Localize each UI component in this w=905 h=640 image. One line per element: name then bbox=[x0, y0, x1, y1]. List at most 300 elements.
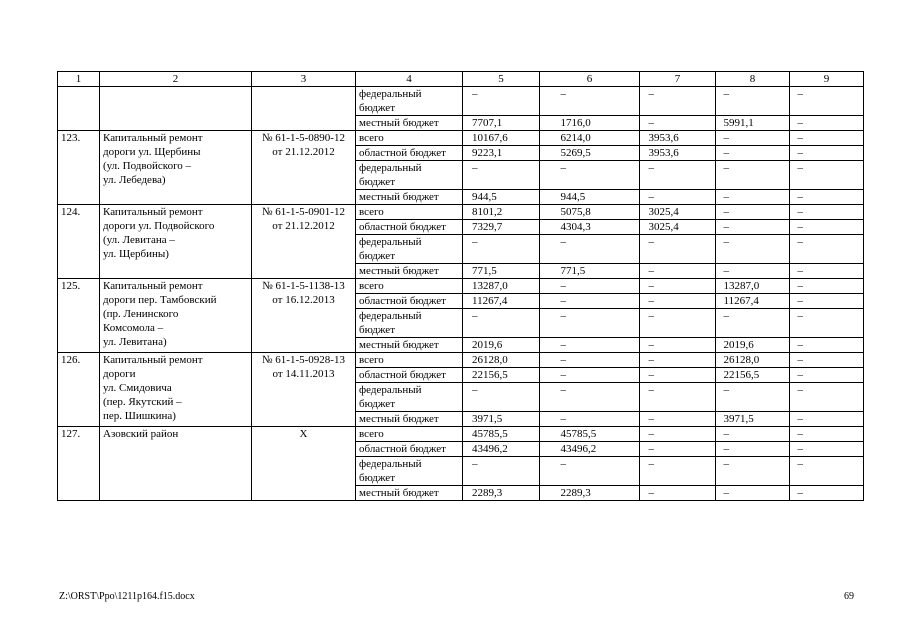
value: – bbox=[797, 413, 803, 425]
value-cell bbox=[640, 442, 716, 457]
value-cell bbox=[540, 87, 640, 116]
value-cell bbox=[540, 146, 640, 161]
value-cell bbox=[463, 161, 540, 190]
value-cell bbox=[790, 279, 864, 294]
value: – bbox=[648, 88, 654, 100]
value-cell bbox=[716, 309, 790, 338]
item-document bbox=[252, 353, 356, 427]
value-cell bbox=[540, 338, 640, 353]
budget-type: федеральный бюджет bbox=[356, 457, 463, 486]
value-cell bbox=[463, 220, 540, 235]
value-cell bbox=[790, 383, 864, 412]
value: – bbox=[797, 443, 803, 455]
value: – bbox=[723, 458, 729, 470]
value: 3971,5 bbox=[723, 413, 754, 425]
value: – bbox=[723, 221, 729, 233]
name-line: пер. Шишкина) bbox=[103, 410, 176, 422]
value-cell bbox=[463, 131, 540, 146]
value-cell bbox=[716, 190, 790, 205]
value: – bbox=[797, 221, 803, 233]
value: – bbox=[648, 413, 654, 425]
value-cell bbox=[640, 353, 716, 368]
doc-line: № 61-1-5-0890-12 bbox=[262, 132, 345, 144]
value-cell bbox=[716, 338, 790, 353]
value: – bbox=[648, 295, 654, 307]
value: – bbox=[648, 428, 654, 440]
col-header: 4 bbox=[356, 72, 463, 87]
budget-type: федеральный бюджет bbox=[356, 87, 463, 116]
value-cell bbox=[716, 279, 790, 294]
value: – bbox=[797, 191, 803, 203]
header-row bbox=[58, 72, 864, 87]
value-cell bbox=[716, 486, 790, 501]
value: – bbox=[472, 310, 478, 322]
table-row bbox=[58, 279, 864, 294]
value-cell bbox=[790, 205, 864, 220]
budget-type: местный бюджет bbox=[356, 338, 463, 353]
value: – bbox=[723, 132, 729, 144]
table-row bbox=[58, 131, 864, 146]
value: – bbox=[723, 162, 729, 174]
budget-type: областной бюджет bbox=[356, 146, 463, 161]
table-row bbox=[58, 87, 864, 116]
table-row bbox=[58, 353, 864, 368]
doc-line: от 16.12.2013 bbox=[272, 294, 335, 306]
value: – bbox=[797, 147, 803, 159]
value: – bbox=[797, 162, 803, 174]
value-cell bbox=[540, 294, 640, 309]
col-header: 5 bbox=[463, 72, 540, 87]
item-number: 123. bbox=[58, 131, 100, 205]
value-cell bbox=[790, 220, 864, 235]
value: – bbox=[472, 88, 478, 100]
budget-type: областной бюджет bbox=[356, 220, 463, 235]
budget-type: всего bbox=[356, 205, 463, 220]
budget-type: всего bbox=[356, 279, 463, 294]
value: 8101,2 bbox=[472, 206, 503, 218]
value: – bbox=[723, 147, 729, 159]
value: – bbox=[560, 310, 566, 322]
value: – bbox=[797, 354, 803, 366]
value: 2289,3 bbox=[472, 487, 503, 499]
value-cell bbox=[790, 235, 864, 264]
budget-type: областной бюджет bbox=[356, 442, 463, 457]
budget-type: местный бюджет bbox=[356, 412, 463, 427]
budget-type: всего bbox=[356, 131, 463, 146]
name-line: Капитальный ремонт bbox=[103, 280, 203, 292]
value: 11267,4 bbox=[723, 295, 759, 307]
value-cell bbox=[790, 457, 864, 486]
doc-line: Х bbox=[299, 428, 308, 440]
value: – bbox=[648, 487, 654, 499]
value: 2019,6 bbox=[723, 339, 754, 351]
name-line: Капитальный ремонт bbox=[103, 132, 203, 144]
value-cell bbox=[463, 412, 540, 427]
name-line: ул. Щербины) bbox=[103, 248, 169, 260]
value-cell bbox=[540, 279, 640, 294]
name-line: (пер. Якутский – bbox=[103, 396, 182, 408]
item-document bbox=[252, 205, 356, 279]
value: – bbox=[797, 132, 803, 144]
value-cell bbox=[463, 486, 540, 501]
value: – bbox=[797, 310, 803, 322]
item-number: 124. bbox=[58, 205, 100, 279]
value: – bbox=[648, 236, 654, 248]
value: 3971,5 bbox=[472, 413, 503, 425]
value-cell bbox=[790, 338, 864, 353]
value-cell bbox=[790, 294, 864, 309]
value-cell bbox=[790, 427, 864, 442]
name-line: ул. Смидовича bbox=[103, 382, 172, 394]
value: – bbox=[723, 206, 729, 218]
table-row bbox=[58, 427, 864, 442]
value: 22156,5 bbox=[723, 369, 760, 381]
value: – bbox=[648, 162, 654, 174]
value-cell bbox=[640, 383, 716, 412]
doc-line: от 21.12.2012 bbox=[272, 146, 335, 158]
value: – bbox=[723, 310, 729, 322]
item-name bbox=[100, 427, 252, 501]
value-cell bbox=[790, 368, 864, 383]
value: – bbox=[648, 117, 654, 129]
value-cell bbox=[716, 146, 790, 161]
value: – bbox=[560, 162, 566, 174]
value-cell bbox=[540, 486, 640, 501]
value-cell bbox=[716, 383, 790, 412]
budget-type: федеральный бюджет bbox=[356, 235, 463, 264]
value-cell bbox=[640, 427, 716, 442]
value: 771,5 bbox=[472, 265, 497, 277]
value-cell bbox=[640, 116, 716, 131]
item-name bbox=[100, 353, 252, 427]
value-cell bbox=[540, 264, 640, 279]
value-cell bbox=[716, 353, 790, 368]
value: – bbox=[723, 236, 729, 248]
value-cell bbox=[463, 264, 540, 279]
value-cell bbox=[640, 294, 716, 309]
value: – bbox=[560, 236, 566, 248]
value-cell bbox=[463, 205, 540, 220]
value-cell bbox=[640, 146, 716, 161]
value-cell bbox=[540, 412, 640, 427]
value: – bbox=[560, 458, 566, 470]
value: – bbox=[648, 458, 654, 470]
value-cell bbox=[790, 264, 864, 279]
value-cell bbox=[716, 457, 790, 486]
col-header: 1 bbox=[58, 72, 100, 87]
value: 22156,5 bbox=[472, 369, 508, 381]
value: – bbox=[797, 295, 803, 307]
value: – bbox=[648, 384, 654, 396]
value: – bbox=[560, 369, 566, 381]
value-cell bbox=[790, 309, 864, 338]
value-cell bbox=[640, 338, 716, 353]
value-cell bbox=[463, 279, 540, 294]
value: – bbox=[648, 265, 654, 277]
value: 13287,0 bbox=[723, 280, 760, 292]
file-path: Z:\ORST\Ppo\1211p164.f15.docx bbox=[59, 591, 195, 602]
budget-type: всего bbox=[356, 427, 463, 442]
doc-line: от 14.11.2013 bbox=[272, 368, 335, 380]
item-document bbox=[252, 131, 356, 205]
value: 3025,4 bbox=[648, 206, 679, 218]
budget-type: областной бюджет bbox=[356, 294, 463, 309]
value-cell bbox=[790, 87, 864, 116]
item-document bbox=[252, 427, 356, 501]
value: 45785,5 bbox=[560, 428, 597, 440]
value-cell bbox=[463, 442, 540, 457]
value-cell bbox=[540, 205, 640, 220]
value-cell bbox=[716, 412, 790, 427]
continuation-doc bbox=[252, 87, 356, 131]
table-row bbox=[58, 205, 864, 220]
budget-type: всего bbox=[356, 353, 463, 368]
value: – bbox=[648, 339, 654, 351]
value: 43496,2 bbox=[560, 443, 597, 455]
value-cell bbox=[790, 190, 864, 205]
value-cell bbox=[716, 220, 790, 235]
value: – bbox=[797, 339, 803, 351]
value: – bbox=[723, 428, 729, 440]
value-cell bbox=[540, 427, 640, 442]
value-cell bbox=[540, 116, 640, 131]
value-cell bbox=[463, 235, 540, 264]
value-cell bbox=[640, 205, 716, 220]
budget-type: федеральный бюджет bbox=[356, 161, 463, 190]
value-cell bbox=[640, 486, 716, 501]
item-number: 127. bbox=[58, 427, 100, 501]
value-cell bbox=[540, 220, 640, 235]
value: 2289,3 bbox=[560, 487, 591, 499]
value-cell bbox=[463, 338, 540, 353]
value: – bbox=[648, 191, 654, 203]
value: 5075,8 bbox=[560, 206, 591, 218]
item-number: 126. bbox=[58, 353, 100, 427]
value: – bbox=[797, 206, 803, 218]
value-cell bbox=[540, 353, 640, 368]
name-line: Азовский район bbox=[103, 428, 179, 440]
value-cell bbox=[640, 190, 716, 205]
budget-table bbox=[57, 71, 864, 501]
value-cell bbox=[640, 457, 716, 486]
name-line: дороги ул. Подвойского bbox=[103, 220, 215, 232]
value: 45785,5 bbox=[472, 428, 508, 440]
value-cell bbox=[790, 412, 864, 427]
value-cell bbox=[716, 131, 790, 146]
value-cell bbox=[716, 205, 790, 220]
value-cell bbox=[790, 116, 864, 131]
budget-type: местный бюджет bbox=[356, 486, 463, 501]
col-header: 6 bbox=[540, 72, 640, 87]
name-line: Капитальный ремонт bbox=[103, 206, 203, 218]
value-cell bbox=[716, 294, 790, 309]
doc-line: от 21.12.2012 bbox=[272, 220, 335, 232]
value: – bbox=[797, 88, 803, 100]
name-line: (ул. Левитана – bbox=[103, 234, 175, 246]
value: – bbox=[560, 354, 566, 366]
value-cell bbox=[463, 427, 540, 442]
value: 1716,0 bbox=[560, 117, 591, 129]
budget-type: местный бюджет bbox=[356, 116, 463, 131]
budget-type: федеральный бюджет bbox=[356, 383, 463, 412]
value: – bbox=[472, 162, 478, 174]
value-cell bbox=[640, 368, 716, 383]
col-header: 3 bbox=[252, 72, 356, 87]
value-cell bbox=[640, 264, 716, 279]
value: 43496,2 bbox=[472, 443, 508, 455]
value: – bbox=[472, 236, 478, 248]
value: – bbox=[648, 354, 654, 366]
value-cell bbox=[716, 442, 790, 457]
value-cell bbox=[640, 87, 716, 116]
doc-line: № 61-1-5-1138-13 bbox=[262, 280, 345, 292]
value: 11267,4 bbox=[472, 295, 508, 307]
value-cell bbox=[716, 161, 790, 190]
value: – bbox=[472, 458, 478, 470]
item-document bbox=[252, 279, 356, 353]
value-cell bbox=[716, 264, 790, 279]
value-cell bbox=[716, 368, 790, 383]
budget-type: федеральный бюджет bbox=[356, 309, 463, 338]
value-cell bbox=[640, 235, 716, 264]
value: 6214,0 bbox=[560, 132, 591, 144]
value: 9223,1 bbox=[472, 147, 503, 159]
value-cell bbox=[640, 220, 716, 235]
value-cell bbox=[540, 235, 640, 264]
value: – bbox=[560, 280, 566, 292]
value: 26128,0 bbox=[723, 354, 760, 366]
value: 26128,0 bbox=[472, 354, 508, 366]
value: – bbox=[797, 487, 803, 499]
doc-line: № 61-1-5-0901-12 bbox=[262, 206, 345, 218]
value: – bbox=[797, 369, 803, 381]
value-cell bbox=[540, 457, 640, 486]
value-cell bbox=[540, 161, 640, 190]
value-cell bbox=[540, 368, 640, 383]
col-header: 9 bbox=[790, 72, 864, 87]
value: – bbox=[560, 339, 566, 351]
value-cell bbox=[540, 309, 640, 338]
name-line: (пр. Ленинского bbox=[103, 308, 179, 320]
budget-type: местный бюджет bbox=[356, 264, 463, 279]
value: – bbox=[472, 384, 478, 396]
value-cell bbox=[463, 87, 540, 116]
value-cell bbox=[540, 442, 640, 457]
value: – bbox=[648, 280, 654, 292]
value: – bbox=[648, 310, 654, 322]
value: – bbox=[797, 265, 803, 277]
value-cell bbox=[640, 279, 716, 294]
budget-type: местный бюджет bbox=[356, 190, 463, 205]
value: 7707,1 bbox=[472, 117, 503, 129]
value-cell bbox=[790, 442, 864, 457]
value-cell bbox=[716, 427, 790, 442]
name-line: дороги bbox=[103, 368, 136, 380]
value: – bbox=[723, 443, 729, 455]
value: 944,5 bbox=[560, 191, 586, 203]
value-cell bbox=[790, 353, 864, 368]
value-cell bbox=[463, 309, 540, 338]
doc-line: № 61-1-5-0928-13 bbox=[262, 354, 345, 366]
value-cell bbox=[463, 383, 540, 412]
value-cell bbox=[790, 161, 864, 190]
item-name bbox=[100, 279, 252, 353]
item-number: 125. bbox=[58, 279, 100, 353]
value: – bbox=[560, 384, 566, 396]
value: – bbox=[797, 117, 803, 129]
value: 2019,6 bbox=[472, 339, 503, 351]
value-cell bbox=[716, 116, 790, 131]
value: – bbox=[723, 88, 729, 100]
value: 7329,7 bbox=[472, 221, 503, 233]
value-cell bbox=[716, 235, 790, 264]
value: – bbox=[797, 236, 803, 248]
value-cell bbox=[540, 131, 640, 146]
value: – bbox=[723, 265, 729, 277]
value: – bbox=[797, 458, 803, 470]
value: 5269,5 bbox=[560, 147, 591, 159]
value: – bbox=[560, 88, 566, 100]
value-cell bbox=[790, 486, 864, 501]
value: – bbox=[797, 428, 803, 440]
value-cell bbox=[790, 131, 864, 146]
value-cell bbox=[640, 161, 716, 190]
name-line: Капитальный ремонт bbox=[103, 354, 203, 366]
col-header: 8 bbox=[716, 72, 790, 87]
value: – bbox=[648, 443, 654, 455]
value: – bbox=[560, 295, 566, 307]
col-header: 2 bbox=[100, 72, 252, 87]
value-cell bbox=[463, 294, 540, 309]
value-cell bbox=[540, 190, 640, 205]
value: – bbox=[797, 384, 803, 396]
value-cell bbox=[790, 146, 864, 161]
value: 10167,6 bbox=[472, 132, 508, 144]
value: – bbox=[560, 413, 566, 425]
value: 3025,4 bbox=[648, 221, 679, 233]
value-cell bbox=[463, 116, 540, 131]
value-cell bbox=[640, 412, 716, 427]
name-line: дороги ул. Щербины bbox=[103, 146, 201, 158]
continuation-num bbox=[58, 87, 100, 131]
name-line: ул. Левитана) bbox=[103, 336, 167, 348]
name-line: Комсомола – bbox=[103, 322, 164, 334]
name-line: ул. Лебедева) bbox=[103, 174, 166, 186]
name-line: дороги пер. Тамбовский bbox=[103, 294, 217, 306]
value: 944,5 bbox=[472, 191, 497, 203]
value-cell bbox=[463, 146, 540, 161]
value: – bbox=[723, 191, 729, 203]
value-cell bbox=[463, 353, 540, 368]
value: 5991,1 bbox=[723, 117, 754, 129]
value-cell bbox=[463, 368, 540, 383]
budget-type: областной бюджет bbox=[356, 368, 463, 383]
value-cell bbox=[463, 190, 540, 205]
value-cell bbox=[463, 457, 540, 486]
item-name bbox=[100, 131, 252, 205]
value: – bbox=[648, 369, 654, 381]
value: 4304,3 bbox=[560, 221, 591, 233]
value: 771,5 bbox=[560, 265, 586, 277]
value-cell bbox=[640, 309, 716, 338]
continuation-name bbox=[100, 87, 252, 131]
value-cell bbox=[716, 87, 790, 116]
value-cell bbox=[640, 131, 716, 146]
value: 3953,6 bbox=[648, 147, 679, 159]
name-line: (ул. Подвойского – bbox=[103, 160, 192, 172]
page-number: 69 bbox=[844, 591, 854, 602]
value: 13287,0 bbox=[472, 280, 508, 292]
